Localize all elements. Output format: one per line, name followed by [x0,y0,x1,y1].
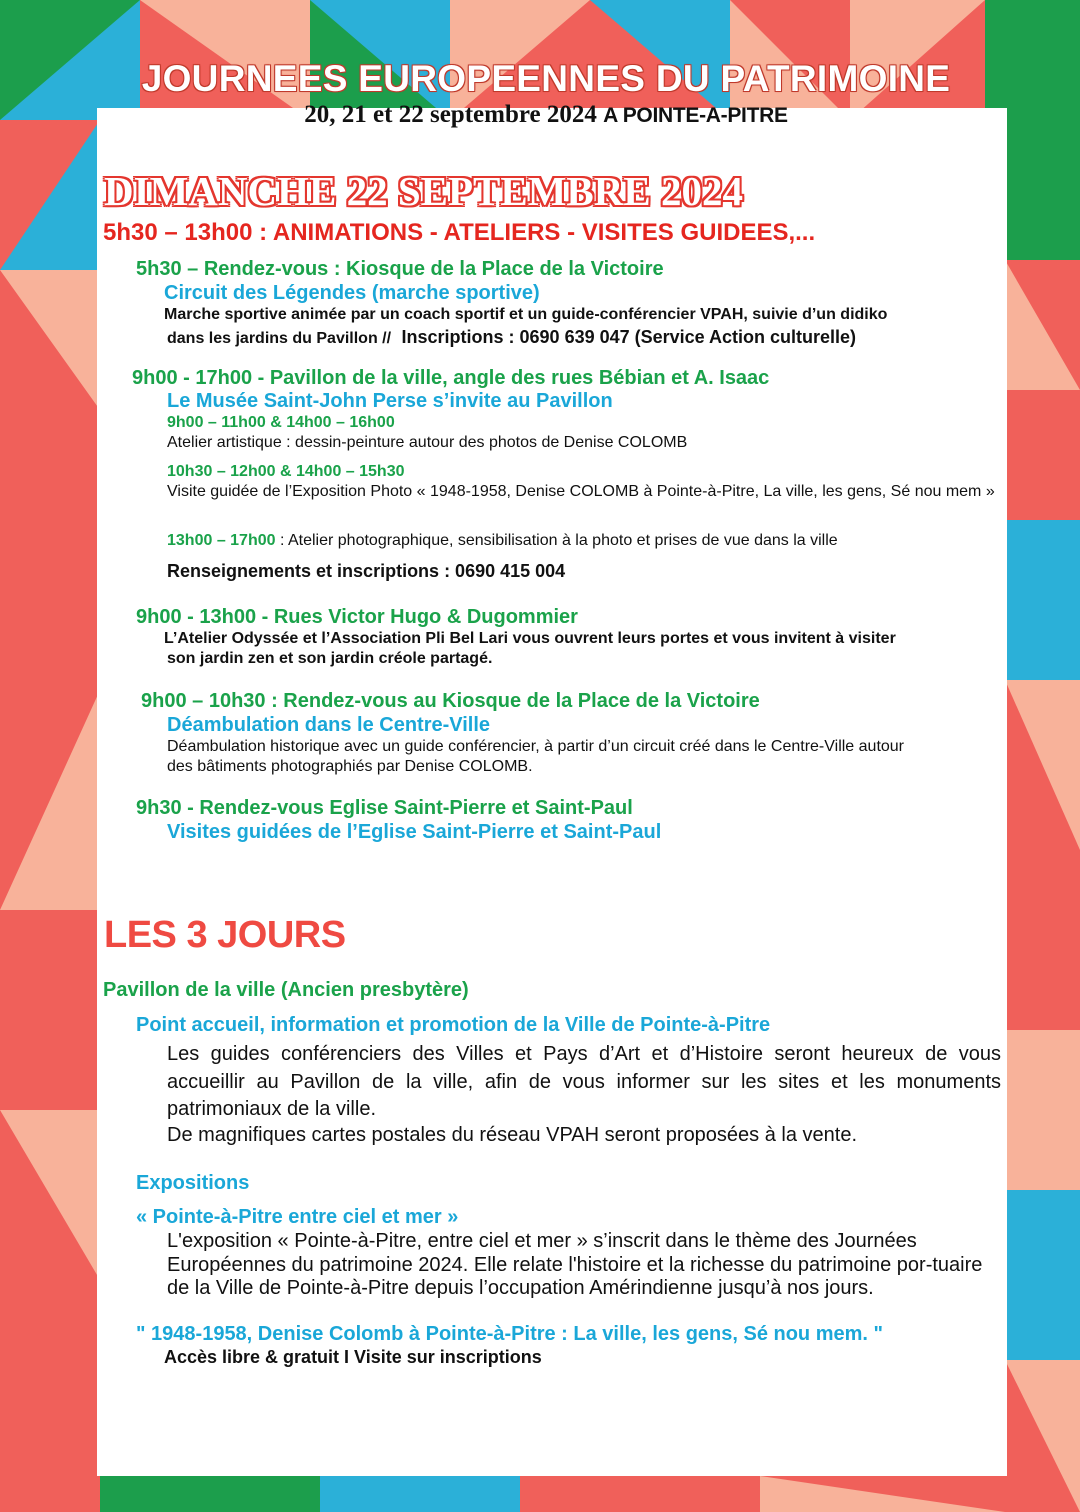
sunday-subheading: 5h30 – 13h00 : ANIMATIONS - ATELIERS - VISITES GUIDEES,... [103,219,816,246]
event-city: A POINTE-A-PITRE [603,104,788,127]
event5-title: Visites guidées de l’Eglise Saint-Pierre et Saint-Paul [167,821,662,843]
event2-session3 [167,532,838,550]
event3-desc-line2: son jardin zen et son jardin créole partagé. [167,650,493,667]
event2-time: 9h00 - 17h00 - Pavillon de la ville, angle des rues Bébian et A. Isaac [132,367,770,389]
event2-session2-desc: Visite guidée de l’Exposition Photo « 1948-1958, Denise COLOMB à Pointe-à-Pitre, La ville, les gens, Sé nou mem » [167,483,995,500]
event-dates: 20, 21 et 22 septembre 2024 [304,101,597,128]
event4-time: 9h00 – 10h30 : Rendez-vous au Kiosque de la Place de la Victoire [141,690,760,712]
three-days-heading: LES 3 JOURS [104,914,346,956]
exhibition1-desc: L'exposition « Pointe-à-Pitre, entre ciel et mer » s’inscrit dans le thème des Journées Européennes du patrimoine 2024. Elle relate l'histoire et la richesse du patrimoine por-tuaire de la Ville de Pointe-à-Pitre depuis l’occupation Amérindienne jusqu’à nos jours. [167,1230,983,1299]
event1-title: Circuit des Légendes (marche sportive) [164,282,540,304]
event3-time: 9h00 - 13h00 - Rues Victor Hugo & Dugommier [136,606,578,628]
event3-desc-line1: L’Atelier Odyssée et l’Association Pli Bel Lari vous ouvrent leurs portes et vous invitent à visiter [164,630,896,647]
event2-session3-time: 13h00 – 17h00 [167,532,276,549]
exhibitions-heading: Expositions [136,1172,250,1194]
event2-session2-time: 10h30 – 12h00 & 14h00 – 15h30 [167,463,405,480]
event5-time: 9h30 - Rendez-vous Eglise Saint-Pierre et Saint-Paul [136,797,633,819]
event1-desc-line2 [167,327,856,348]
exhibition2-title: " 1948-1958, Denise Colomb à Pointe-à-Pitre : La ville, les gens, Sé nou mem. " [136,1323,883,1345]
pavilion-name: Pavillon de la ville (Ancien presbytère) [103,979,469,1001]
event2-contact: Renseignements et inscriptions : 0690 415 004 [167,561,566,581]
event1-time: 5h30 – Rendez-vous : Kiosque de la Place de la Victoire [136,258,664,280]
welcome-point-desc: Les guides conférenciers des Villes et Pays d’Art et d’Histoire seront heureux de vous accueillir au Pavillon de la ville, afin de vous informer sur les sites et les monuments patrimoniaux de la ville. [167,1043,1001,1120]
welcome-point-title: Point accueil, information et promotion de la Ville de Pointe-à-Pitre [136,1014,771,1036]
event2-title: Le Musée Saint-John Perse s’invite au Pavillon [167,390,613,412]
event1-desc-line1: Marche sportive animée par un coach sportif et un guide-conférencier VPAH, suivie d’un didiko [164,306,888,323]
page-subtitle [0,101,1080,129]
event4-desc-line2: des bâtiments photographiés par Denise COLOMB. [167,758,533,775]
event2-session1-desc: Atelier artistique : dessin-peinture autour des photos de Denise COLOMB [167,434,688,451]
event1-registration: Inscriptions : 0690 639 047 (Service Action culturelle) [401,327,857,347]
event1-location: dans les jardins du Pavillon // [167,330,392,347]
event4-title: Déambulation dans le Centre-Ville [167,714,491,736]
event4-desc-line1: Déambulation historique avec un guide conférencier, à partir d’un circuit créé dans le Centre-Ville autour [167,738,905,755]
event2-session3-desc: : Atelier photographique, sensibilisation à la photo et prises de vue dans la ville [275,532,838,549]
sunday-heading: DIMANCHE 22 SEPTEMBRE 2024 [104,168,743,214]
event2-session1-time: 9h00 – 11h00 & 14h00 – 16h00 [167,414,395,431]
postcards-note: De magnifiques cartes postales du réseau VPAH seront proposées à la vente. [167,1124,858,1146]
exhibition1-title: « Pointe-à-Pitre entre ciel et mer » [136,1206,459,1228]
exhibition2-access: Accès libre & gratuit I Visite sur inscriptions [164,1347,542,1367]
page-title: JOURNEES EUROPEENNES DU PATRIMOINE [141,58,951,99]
